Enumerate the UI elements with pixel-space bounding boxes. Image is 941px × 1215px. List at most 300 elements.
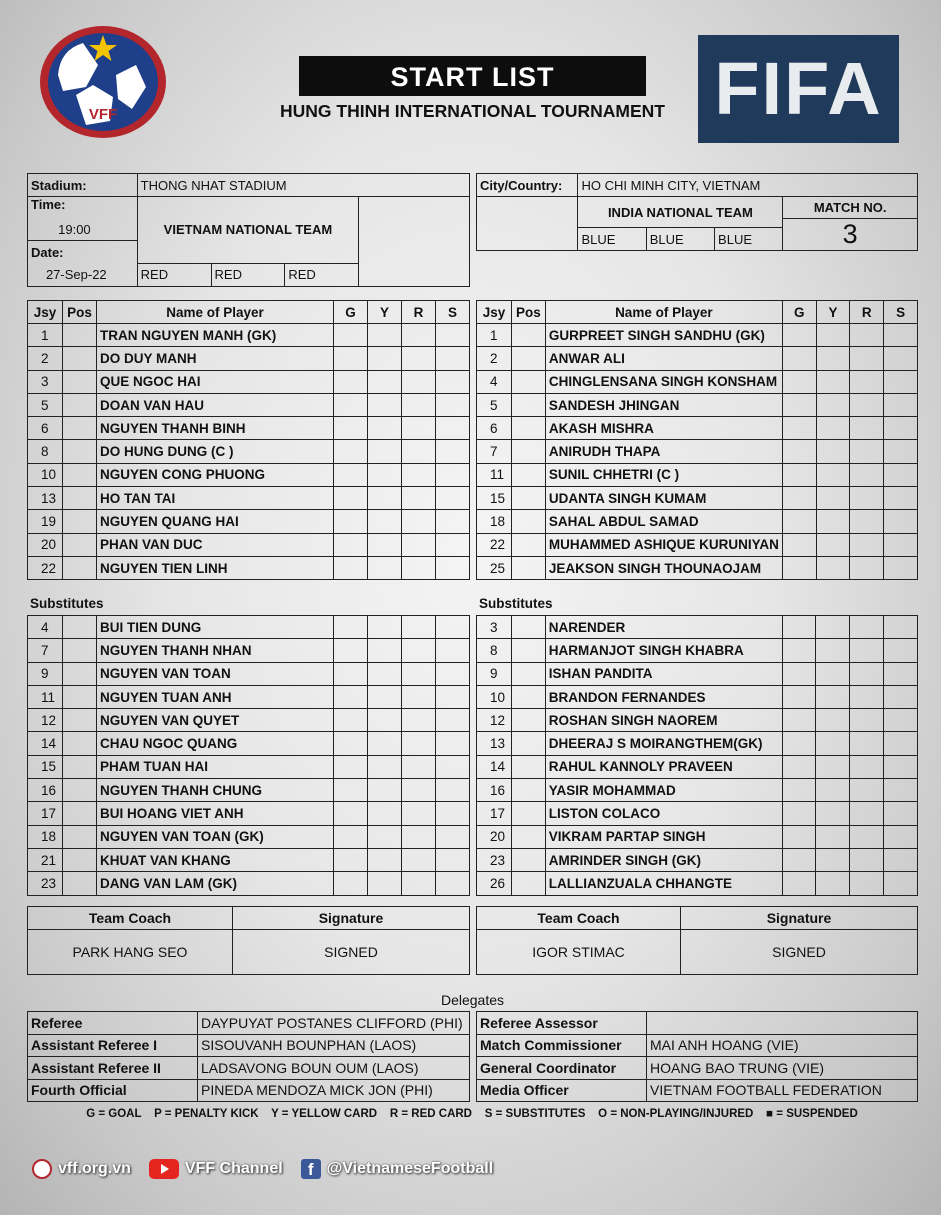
red-cell (850, 463, 884, 486)
table-header-row (477, 301, 918, 324)
yellow-cell (368, 556, 402, 579)
home-color-shorts: RED (211, 263, 285, 286)
player-row (28, 347, 470, 370)
delegate-row (28, 1079, 470, 1102)
delegate-role: Referee (28, 1012, 198, 1035)
yellow-cell (368, 639, 402, 662)
position-cell (511, 417, 545, 440)
position-cell (63, 533, 97, 556)
player-name: VIKRAM PARTAP SINGH (545, 825, 782, 848)
player-name: LISTON COLACO (545, 802, 782, 825)
goals-cell (782, 616, 816, 639)
subs-cell (884, 510, 918, 533)
player-row (477, 802, 918, 825)
goals-cell (782, 848, 816, 871)
subs-cell (884, 347, 918, 370)
fifa-logo: FIFA (698, 35, 899, 143)
player-name: NGUYEN VAN QUYET (97, 709, 334, 732)
yellow-cell (368, 825, 402, 848)
jersey-number: 7 (28, 639, 63, 662)
position-cell (63, 370, 97, 393)
red-cell (402, 556, 436, 579)
red-cell (402, 347, 436, 370)
yellow-cell (816, 685, 850, 708)
red-cell (402, 779, 436, 802)
jersey-number: 15 (28, 755, 63, 778)
red-cell (850, 417, 884, 440)
jersey-number: 6 (477, 417, 512, 440)
player-name: DANG VAN LAM (GK) (97, 872, 334, 895)
website-link[interactable]: vff.org.vn (58, 1160, 131, 1177)
subs-cell (884, 639, 918, 662)
player-name: NGUYEN THANH BINH (97, 417, 334, 440)
col-subs: S (884, 301, 918, 324)
player-name: GURPREET SINGH SANDHU (GK) (545, 324, 782, 347)
vff-logo-icon (38, 25, 168, 140)
position-cell (511, 533, 545, 556)
player-row (477, 417, 918, 440)
yellow-cell (816, 324, 850, 347)
goals-cell (782, 662, 816, 685)
facebook-icon: f (301, 1159, 321, 1179)
subs-cell (436, 556, 470, 579)
position-cell (511, 639, 545, 662)
home-coach-table (27, 906, 470, 975)
red-cell (402, 417, 436, 440)
player-row (477, 616, 918, 639)
match-no-label: MATCH NO. (783, 197, 918, 219)
subs-cell (436, 487, 470, 510)
away-coach-table (476, 906, 918, 975)
player-row (28, 872, 470, 895)
position-cell (511, 685, 545, 708)
player-row (28, 732, 470, 755)
yellow-cell (816, 709, 850, 732)
player-name: ROSHAN SINGH NAOREM (545, 709, 782, 732)
player-name: AKASH MISHRA (545, 417, 782, 440)
jersey-number: 13 (477, 732, 512, 755)
subs-cell (884, 848, 918, 871)
red-cell (402, 487, 436, 510)
goals-cell (334, 324, 368, 347)
goals-cell (334, 779, 368, 802)
red-cell (850, 440, 884, 463)
red-cell (402, 709, 436, 732)
yellow-cell (368, 848, 402, 871)
away-team-name: INDIA NATIONAL TEAM (578, 197, 783, 228)
subs-cell (436, 825, 470, 848)
yellow-cell (368, 417, 402, 440)
jersey-number: 13 (28, 487, 63, 510)
position-cell (63, 440, 97, 463)
page-title: START LIST (299, 56, 646, 96)
yellow-cell (368, 393, 402, 416)
subs-cell (884, 393, 918, 416)
jersey-number: 1 (28, 324, 63, 347)
yellow-cell (368, 533, 402, 556)
position-cell (63, 393, 97, 416)
player-row (477, 370, 918, 393)
subs-cell (884, 732, 918, 755)
player-name: HARMANJOT SINGH KHABRA (545, 639, 782, 662)
subs-cell (436, 510, 470, 533)
red-cell (850, 779, 884, 802)
away-coach-label: Team Coach (477, 907, 681, 930)
goals-cell (782, 510, 816, 533)
position-cell (63, 709, 97, 732)
delegates-title: Delegates (440, 992, 505, 1008)
col-name: Name of Player (545, 301, 782, 324)
position-cell (511, 393, 545, 416)
subs-cell (884, 616, 918, 639)
player-row (477, 825, 918, 848)
subs-cell (436, 616, 470, 639)
subs-cell (436, 440, 470, 463)
goals-cell (782, 533, 816, 556)
away-substitutes-label: Substitutes (479, 596, 553, 611)
position-cell (63, 324, 97, 347)
player-name: DO HUNG DUNG (C ) (97, 440, 334, 463)
home-coach-signature: SIGNED (233, 930, 470, 975)
player-row (28, 417, 470, 440)
red-cell (850, 825, 884, 848)
yellow-cell (368, 779, 402, 802)
position-cell (511, 872, 545, 895)
yellow-cell (368, 487, 402, 510)
yellow-cell (816, 825, 850, 848)
player-name: JEAKSON SINGH THOUNAOJAM (545, 556, 782, 579)
home-substitutes-table (27, 615, 470, 896)
player-row (28, 802, 470, 825)
player-row (477, 556, 918, 579)
yellow-cell (816, 370, 850, 393)
red-cell (850, 685, 884, 708)
yellow-cell (816, 463, 850, 486)
jersey-number: 11 (477, 463, 512, 486)
goals-cell (782, 417, 816, 440)
jersey-number: 25 (477, 556, 512, 579)
player-name: DO DUY MANH (97, 347, 334, 370)
red-cell (850, 639, 884, 662)
player-name: UDANTA SINGH KUMAM (545, 487, 782, 510)
position-cell (511, 755, 545, 778)
time-label: Time: (28, 197, 138, 219)
yellow-cell (816, 440, 850, 463)
player-name: SUNIL CHHETRI (C ) (545, 463, 782, 486)
subs-cell (884, 825, 918, 848)
player-row (28, 393, 470, 416)
red-cell (402, 533, 436, 556)
subs-cell (884, 417, 918, 440)
player-row (28, 440, 470, 463)
vff-logo (38, 25, 168, 140)
player-name: KHUAT VAN KHANG (97, 848, 334, 871)
position-cell (63, 802, 97, 825)
red-cell (402, 732, 436, 755)
player-row (477, 639, 918, 662)
position-cell (63, 417, 97, 440)
jersey-number: 22 (477, 533, 512, 556)
home-starters-table (27, 300, 470, 580)
player-row (477, 779, 918, 802)
delegate-role: Match Commissioner (477, 1034, 647, 1057)
position-cell (63, 872, 97, 895)
player-row (28, 779, 470, 802)
player-name: CHINGLENSANA SINGH KONSHAM (545, 370, 782, 393)
delegate-name: LADSAVONG BOUN OUM (LAOS) (198, 1057, 470, 1080)
col-subs: S (436, 301, 470, 324)
social-footer (32, 1155, 493, 1183)
yellow-cell (368, 616, 402, 639)
jersey-number: 1 (477, 324, 512, 347)
yellow-cell (368, 709, 402, 732)
red-cell (402, 825, 436, 848)
jersey-number: 2 (28, 347, 63, 370)
player-name: NARENDER (545, 616, 782, 639)
position-cell (63, 616, 97, 639)
vff-ball-icon (32, 1159, 52, 1179)
jersey-number: 10 (477, 685, 512, 708)
jersey-number: 18 (477, 510, 512, 533)
legend: G = GOAL P = PENALTY KICK Y = YELLOW CARD R = RED CARD S = SUBSTITUTES O = NON-PLAYING/INJURED ■ = SUSPENDED (86, 1108, 858, 1120)
position-cell (511, 662, 545, 685)
player-name: SANDESH JHINGAN (545, 393, 782, 416)
col-red: R (850, 301, 884, 324)
player-row (477, 393, 918, 416)
jersey-number: 5 (477, 393, 512, 416)
delegate-row (477, 1079, 918, 1102)
yellow-cell (368, 755, 402, 778)
yellow-cell (816, 393, 850, 416)
vff-logo-text: VFF (88, 106, 118, 123)
goals-cell (334, 732, 368, 755)
delegate-name: DAYPUYAT POSTANES CLIFFORD (PHI) (198, 1012, 470, 1035)
red-cell (402, 662, 436, 685)
red-cell (402, 802, 436, 825)
goals-cell (782, 556, 816, 579)
subs-cell (436, 463, 470, 486)
jersey-number: 3 (28, 370, 63, 393)
delegate-role: Assistant Referee I (28, 1034, 198, 1057)
position-cell (63, 556, 97, 579)
delegate-role: Fourth Official (28, 1079, 198, 1102)
goals-cell (334, 802, 368, 825)
jersey-number: 9 (477, 662, 512, 685)
home-color-shirt: RED (137, 263, 211, 286)
yellow-cell (816, 872, 850, 895)
jersey-number: 26 (477, 872, 512, 895)
position-cell (63, 347, 97, 370)
position-cell (511, 487, 545, 510)
red-cell (850, 872, 884, 895)
position-cell (511, 779, 545, 802)
subs-cell (436, 685, 470, 708)
player-row (28, 825, 470, 848)
delegate-row (477, 1034, 918, 1057)
goals-cell (334, 662, 368, 685)
youtube-link[interactable]: VFF Channel (184, 1160, 283, 1177)
jersey-number: 2 (477, 347, 512, 370)
subs-cell (436, 370, 470, 393)
delegate-row (477, 1012, 918, 1035)
subs-cell (436, 324, 470, 347)
col-yellow: Y (368, 301, 402, 324)
player-row (28, 685, 470, 708)
red-cell (402, 639, 436, 662)
subs-cell (436, 802, 470, 825)
jersey-number: 14 (28, 732, 63, 755)
subs-cell (884, 802, 918, 825)
goals-cell (334, 370, 368, 393)
player-row (28, 709, 470, 732)
position-cell (63, 825, 97, 848)
yellow-cell (816, 639, 850, 662)
goals-cell (334, 393, 368, 416)
away-starters-table (476, 300, 918, 580)
tournament-name: HUNG THINH INTERNATIONAL TOURNAMENT (280, 101, 665, 121)
col-yellow: Y (816, 301, 850, 324)
col-jsy: Jsy (477, 301, 512, 324)
yellow-cell (368, 347, 402, 370)
red-cell (402, 393, 436, 416)
player-row (477, 510, 918, 533)
jersey-number: 12 (28, 709, 63, 732)
position-cell (63, 848, 97, 871)
goals-cell (782, 463, 816, 486)
away-blank-cell (477, 197, 578, 251)
subs-cell (436, 755, 470, 778)
subs-cell (436, 417, 470, 440)
yellow-cell (368, 802, 402, 825)
position-cell (63, 732, 97, 755)
player-name: NGUYEN THANH CHUNG (97, 779, 334, 802)
red-cell (850, 324, 884, 347)
away-color-shorts: BLUE (646, 228, 714, 251)
red-cell (850, 848, 884, 871)
delegate-row (477, 1057, 918, 1080)
position-cell (63, 487, 97, 510)
goals-cell (782, 709, 816, 732)
position-cell (511, 556, 545, 579)
facebook-link[interactable]: @VietnameseFootball (326, 1160, 494, 1177)
home-info-table (27, 173, 470, 287)
jersey-number: 12 (477, 709, 512, 732)
player-name: QUE NGOC HAI (97, 370, 334, 393)
red-cell (850, 347, 884, 370)
away-substitutes-table (476, 615, 918, 896)
red-cell (850, 370, 884, 393)
delegate-role: General Coordinator (477, 1057, 647, 1080)
yellow-cell (816, 848, 850, 871)
jersey-number: 19 (28, 510, 63, 533)
jersey-number: 8 (477, 639, 512, 662)
player-row (28, 848, 470, 871)
yellow-cell (816, 510, 850, 533)
player-row (28, 510, 470, 533)
subs-cell (884, 370, 918, 393)
player-row (28, 639, 470, 662)
position-cell (511, 324, 545, 347)
goals-cell (782, 324, 816, 347)
player-row (477, 685, 918, 708)
goals-cell (334, 616, 368, 639)
red-cell (850, 662, 884, 685)
subs-cell (436, 662, 470, 685)
delegates-right-table (476, 1011, 918, 1102)
jersey-number: 4 (477, 370, 512, 393)
player-row (477, 533, 918, 556)
player-name: NGUYEN VAN TOAN (97, 662, 334, 685)
goals-cell (782, 347, 816, 370)
red-cell (850, 393, 884, 416)
player-name: CHAU NGOC QUANG (97, 732, 334, 755)
player-name: ANWAR ALI (545, 347, 782, 370)
goals-cell (782, 639, 816, 662)
player-row (477, 347, 918, 370)
goals-cell (334, 685, 368, 708)
player-row (28, 324, 470, 347)
yellow-cell (368, 872, 402, 895)
goals-cell (334, 825, 368, 848)
goals-cell (334, 556, 368, 579)
player-row (28, 487, 470, 510)
player-name: NGUYEN VAN TOAN (GK) (97, 825, 334, 848)
player-row (477, 440, 918, 463)
player-row (477, 872, 918, 895)
player-row (477, 755, 918, 778)
player-name: DOAN VAN HAU (97, 393, 334, 416)
player-row (477, 662, 918, 685)
red-cell (402, 370, 436, 393)
player-name: BRANDON FERNANDES (545, 685, 782, 708)
jersey-number: 23 (477, 848, 512, 871)
goals-cell (334, 440, 368, 463)
subs-cell (436, 393, 470, 416)
red-cell (850, 533, 884, 556)
home-team-name: VIETNAM NATIONAL TEAM (137, 197, 359, 264)
jersey-number: 20 (477, 825, 512, 848)
subs-cell (884, 779, 918, 802)
position-cell (511, 802, 545, 825)
stadium-value: THONG NHAT STADIUM (137, 174, 469, 197)
position-cell (511, 709, 545, 732)
delegates-left-table (27, 1011, 470, 1102)
player-row (477, 848, 918, 871)
time-value: 19:00 (28, 218, 138, 241)
goals-cell (782, 370, 816, 393)
delegate-name: HOANG BAO TRUNG (VIE) (647, 1057, 918, 1080)
jersey-number: 15 (477, 487, 512, 510)
red-cell (850, 487, 884, 510)
red-cell (402, 685, 436, 708)
delegate-name: PINEDA MENDOZA MICK JON (PHI) (198, 1079, 470, 1102)
player-name: RAHUL KANNOLY PRAVEEN (545, 755, 782, 778)
red-cell (850, 802, 884, 825)
yellow-cell (368, 324, 402, 347)
goals-cell (334, 709, 368, 732)
player-name: PHAM TUAN HAI (97, 755, 334, 778)
subs-cell (436, 872, 470, 895)
subs-cell (884, 556, 918, 579)
goals-cell (782, 487, 816, 510)
goals-cell (782, 393, 816, 416)
red-cell (850, 709, 884, 732)
player-name: TRAN NGUYEN MANH (GK) (97, 324, 334, 347)
goals-cell (782, 802, 816, 825)
yellow-cell (368, 370, 402, 393)
yellow-cell (816, 616, 850, 639)
position-cell (63, 510, 97, 533)
